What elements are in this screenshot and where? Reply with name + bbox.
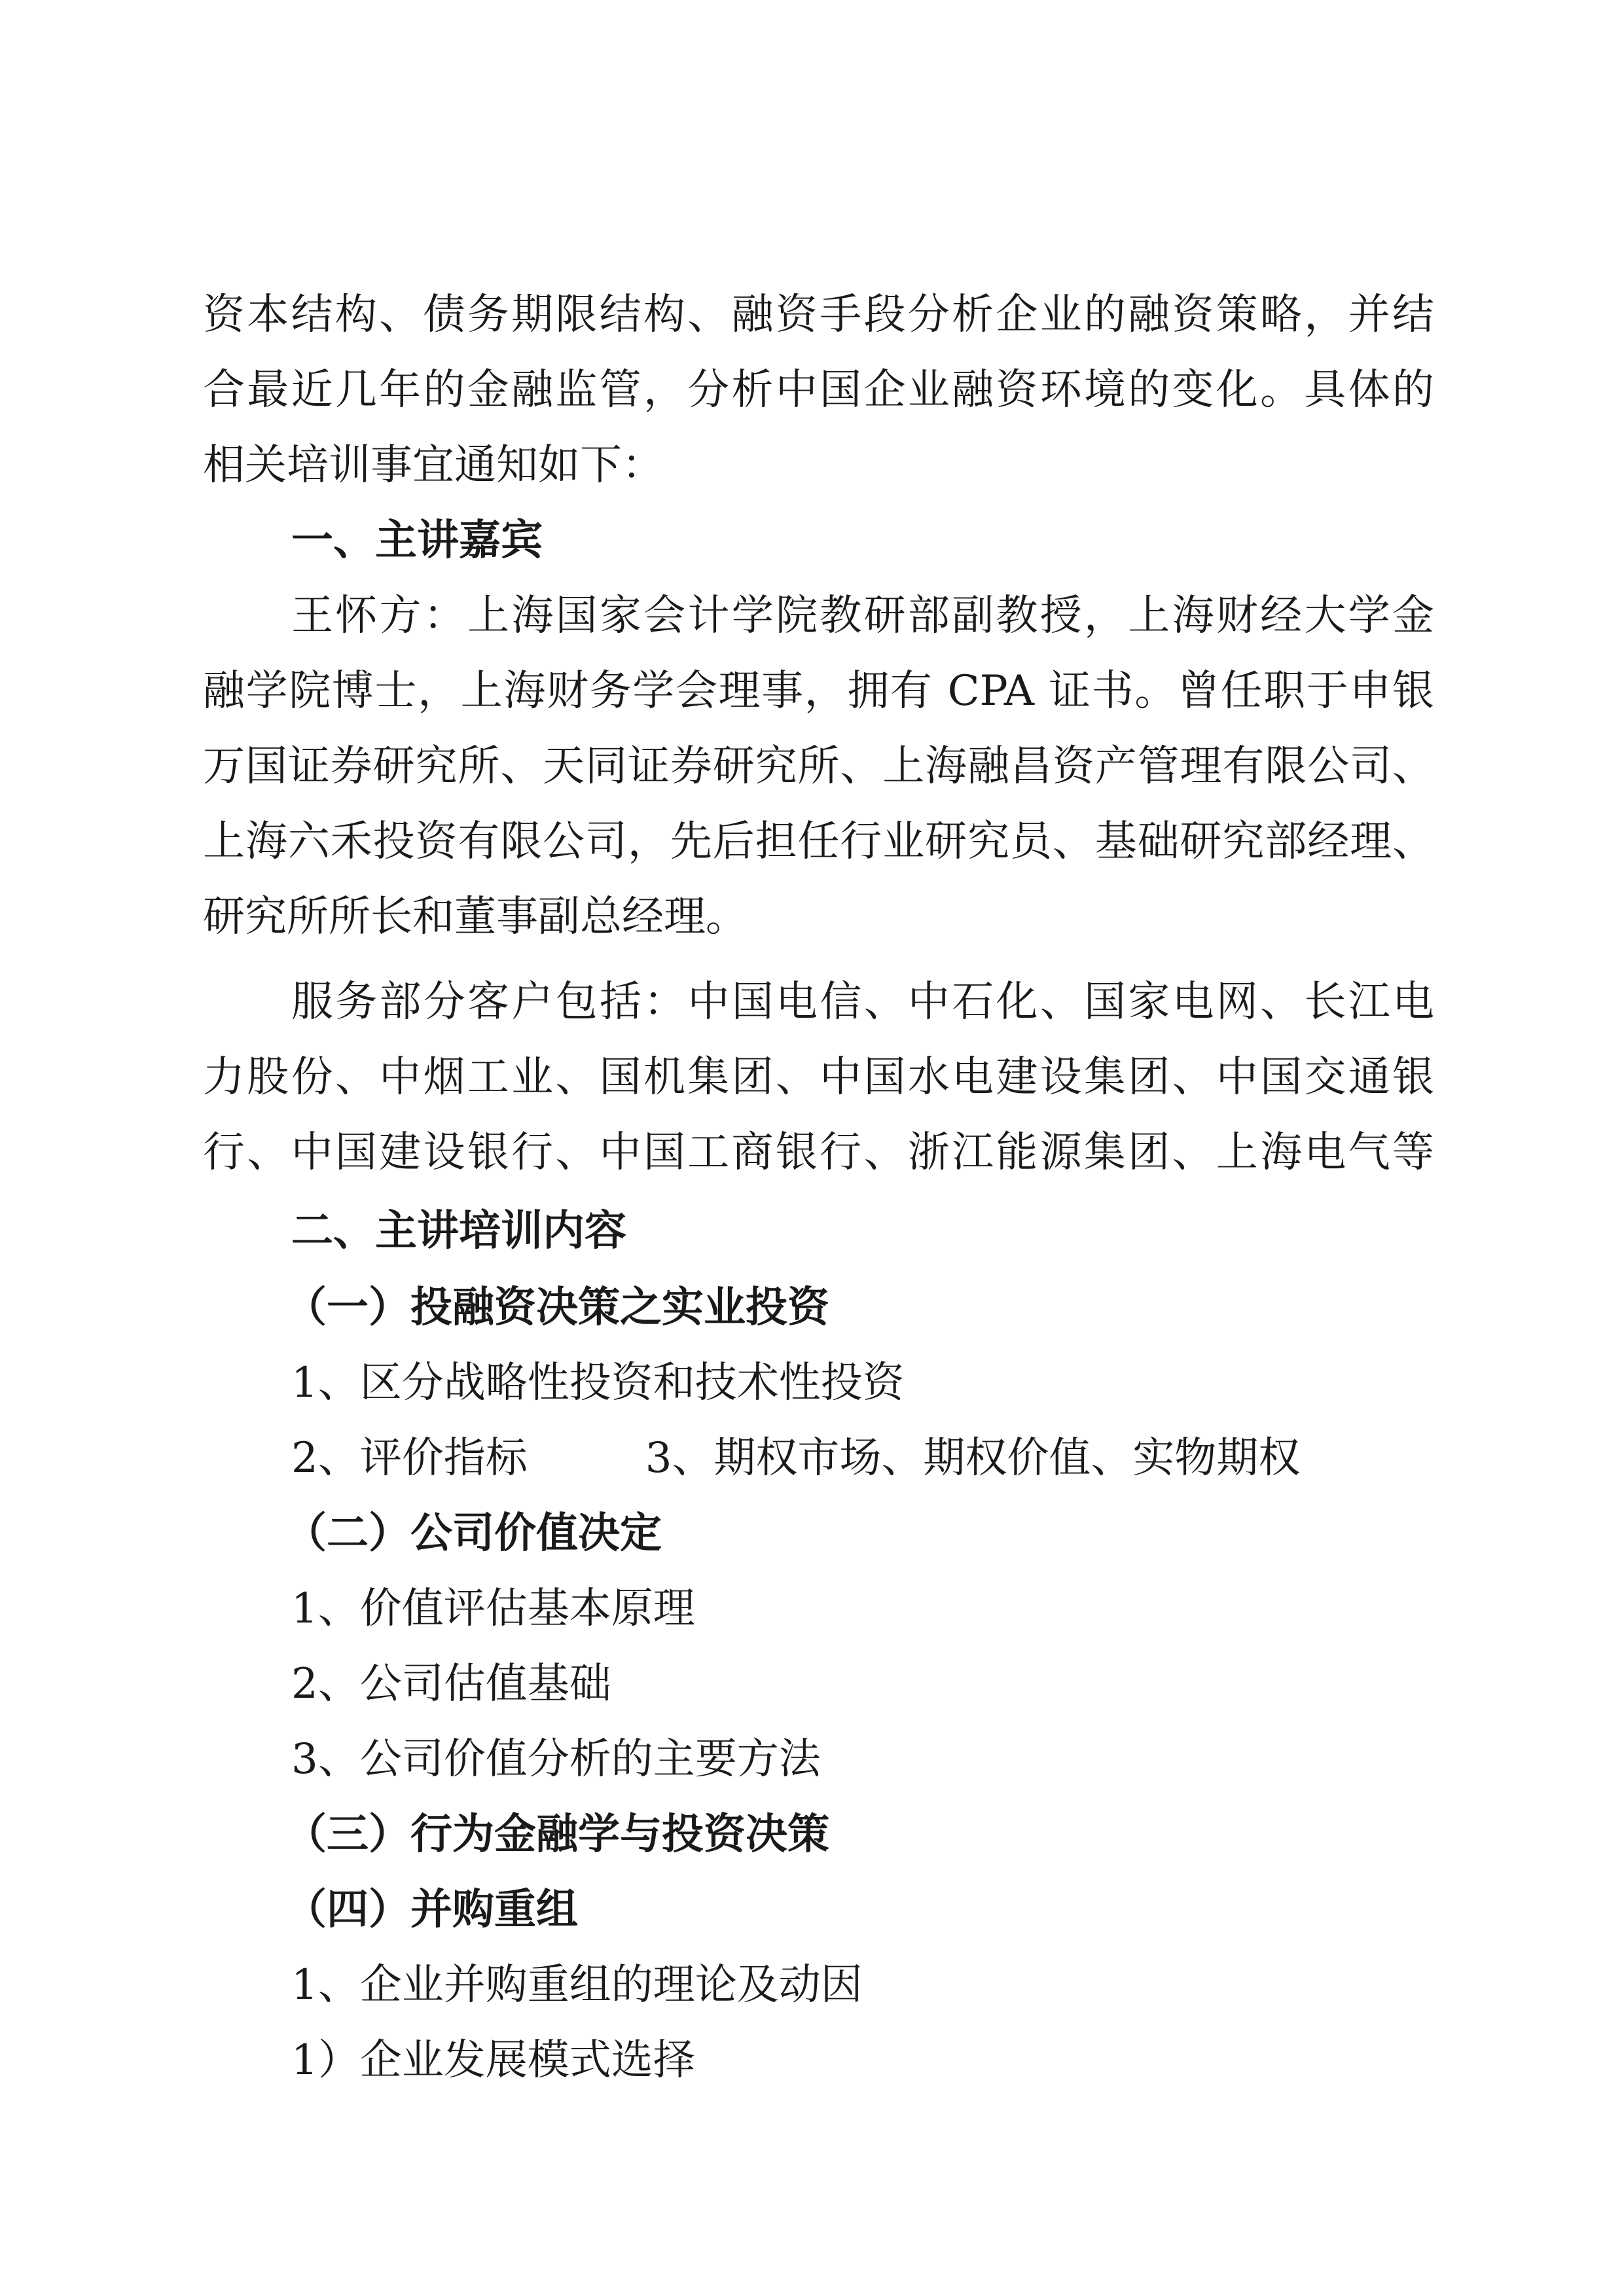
- intro-line-2: 合最近几年的金融监管，分析中国企业融资环境的变化。具体的: [203, 366, 1434, 414]
- bio-line-4: 上海六禾投资有限公司，先后担任行业研究员、基础研究部经理、: [203, 817, 1434, 866]
- bio-line-2: 融学院博士，上海财务学会理事，拥有 CPA 证书。曾任职于申银: [203, 667, 1434, 715]
- clients-line-1: 服务部分客户包括：中国电信、中石化、国家电网、长江电: [291, 978, 1434, 1026]
- section-1-heading: 一、主讲嘉宾: [291, 516, 543, 565]
- sub1-item-3: 3、期权市场、期权价值、实物期权: [645, 1434, 1301, 1482]
- subsection-3-title: （三）行为金融学与投资决策: [285, 1810, 829, 1859]
- intro-line-3: 相关培训事宜通知如下：: [203, 441, 664, 490]
- subsection-1-title: （一）投融资决策之实业投资: [285, 1283, 829, 1332]
- sub4-item-1: 1、企业并购重组的理论及动因: [291, 1961, 863, 2009]
- intro-line-1: 资本结构、债务期限结构、融资手段分析企业的融资策略，并结: [203, 291, 1434, 339]
- bio-line-1: 王怀方：上海国家会计学院教研部副教授，上海财经大学金: [291, 592, 1434, 640]
- bio-line-5: 研究所所长和董事副总经理。: [203, 893, 748, 941]
- sub1-item-2: 2、评价指标: [291, 1434, 528, 1482]
- section-2-heading: 二、主讲培训内容: [291, 1207, 626, 1255]
- sub1-items-2-3: [291, 1430, 1300, 1486]
- subsection-4-title: （四）并购重组: [285, 1886, 578, 1934]
- subsection-2-title: （二）公司价值决定: [285, 1509, 662, 1558]
- sub2-item-3: 3、公司价值分析的主要方法: [291, 1735, 821, 1784]
- clients-line-2: 力股份、中烟工业、国机集团、中国水电建设集团、中国交通银: [203, 1053, 1434, 1102]
- sub1-item-1: 1、区分战略性投资和技术性投资: [291, 1359, 905, 1407]
- sub2-item-1: 1、价值评估基本原理: [291, 1585, 695, 1633]
- bio-line-3: 万国证券研究所、天同证券研究所、上海融昌资产管理有限公司、: [203, 742, 1434, 791]
- clients-line-3: 行、中国建设银行、中国工商银行、浙江能源集团、上海电气等: [203, 1128, 1434, 1177]
- sub4-item-1a: 1）企业发展模式选择: [291, 2036, 695, 2085]
- sub2-item-2: 2、公司估值基础: [291, 1660, 611, 1708]
